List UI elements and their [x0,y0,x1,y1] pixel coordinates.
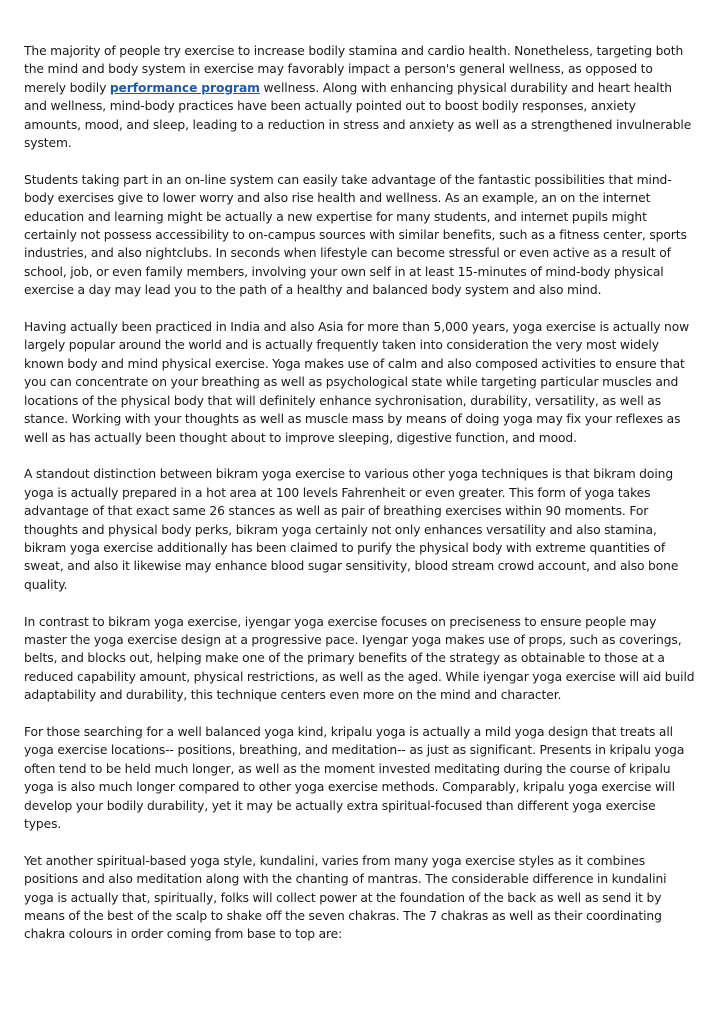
paragraph-5: In contrast to bikram yoga exercise, iyengar yoga exercise focuses on preciseness to ensure people may master the yoga exercise design at a progressive pace. Iyengar yoga makes use of props, such as coverings, belts, and blocks out, helping make one of the primary benefits of the strategy as obtainable to those at a reduced capability amount, physical restrictions, as well as the aged. While iyengar yoga exercise will aid build adaptability and durability, this technique centers even more on the mind and character. [24,614,695,703]
paragraph-3: Having actually been practiced in India and also Asia for more than 5,000 years, yoga exercise is actually now largely popular around the world and is actually frequently taken into consideration the very most widely known body and mind physical exercise. Yoga makes use of calm and also composed activities to ensure that you can concentrate on your breathing as well as psychological state while targeting particular muscles and locations of the physical body that will definitely enhance sychronisation, durability, versatility, as well as stance. Working with your thoughts as well as muscle mass by means of doing yoga may fix your reflexes as well as has actually been thought about to improve sleeping, digestive function, and mood. [24,320,690,445]
paragraph-1-text-before: The majority of people try exercise to increase bodily stamina and cardio health. Nonetheless, targeting both the mind and body system in exercise may favorably impact a person's general wellness, as opposed to merely bodily [24,44,684,95]
paragraph-4: A standout distinction between bikram yoga exercise to various other yoga techniques is that bikram doing yoga is actually prepared in a hot area at 100 levels Fahrenheit or even greater. This form of yoga takes advantage of that exact same 26 stances as well as pair of breathing exercises within 90 moments. For thoughts and physical body perks, bikram yoga certainly not only enhances versatility and also stamina, bikram yoga exercise additionally has been claimed to purify the physical body with extreme quantities of sweat, and also it likewise may enhance blood sugar sensitivity, blood stream crowd account, and also bone quality. [24,467,679,592]
performance-program-link[interactable]: performance program [109,80,260,95]
paragraph-7: Yet another spiritual-based yoga style, kundalini, varies from many yoga exercise styles as it combines positions and also meditation along with the chanting of mantras. The considerable difference in kundalini yoga is actually that, spiritually, folks will collect power at the foundation of the back as well as send it by means of the best of the scalp to shake off the seven chakras. The 7 chakras as well as their coordinating chakra colours in order coming from base to top are: [24,853,667,942]
paragraph-6: For those searching for a well balanced yoga kind, kripalu yoga is actually a mild yoga design that treats all yoga exercise locations-- positions, breathing, and meditation-- as just as significant. Presents in kripalu yoga often tend to be held much longer, as well as the moment invested meditating during the course of kripalu yoga is also much longer compared to other yoga exercise methods. Comparably, kripalu yoga exercise will develop your bodily durability, yet it may be actually extra spiritual-focused than different yoga exercise types. [24,724,685,831]
paragraph-2: Students taking part in an on-line system can easily take advantage of the fantastic possibilities that mind-body exercises give to lower worry and also rise health and wellness. As an example, an on the internet education and learning might be actually a new expertise for many students, and internet pupils might certainly not possess accessibility to on-campus sources with similar benefits, such as a fitness center, sports industries, and also nightclubs. In seconds when lifestyle can become stressful or even active as a result of school, job, or even family members, involving your own self in at least 15-minutes of mind-body physical exercise a day may lead you to the path of a healthy and balanced body system and also mind. [24,172,687,298]
paragraph-1 [24,42,696,152]
paragraph-1-text-after: wellness. Along with enhancing physical durability and heart health and wellness, mind-body practices have been actually pointed out to boost bodily responses, anxiety amounts, mood, and sleep, leading to a reduction in stress and anxiety as well as a strengthened invulnerable system. [24,80,692,151]
article-body [24,42,696,962]
